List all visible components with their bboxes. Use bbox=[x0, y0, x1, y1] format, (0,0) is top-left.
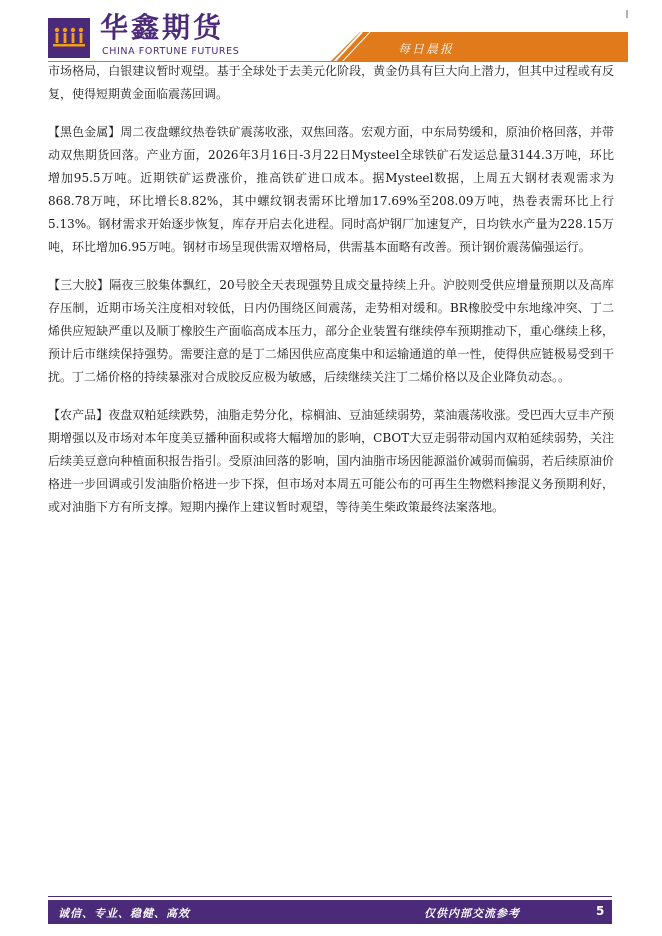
page-number: 5 bbox=[596, 904, 605, 918]
footer-slogan: 诚信、专业、稳健、高效 bbox=[58, 907, 190, 920]
page-footer bbox=[48, 900, 612, 924]
page-header bbox=[0, 0, 662, 64]
footer-notice: 仅供内部交流参考 bbox=[424, 907, 520, 920]
people-logo-icon bbox=[52, 26, 86, 50]
company-logo bbox=[48, 18, 90, 58]
corner-mark bbox=[626, 10, 628, 18]
paragraph-ferrous-metals: 【黑色金属】周二夜盘螺纹热卷铁矿震荡收涨，双焦回落。宏观方面，中东局势缓和，原油价格回落，并带动双焦期货回落。产业方面，2026年3月16日-3月22日Mysteel全球铁矿石发运总量3144.3万吨，环比增加95.5万吨。近期铁矿运费涨价，推高铁矿进口成本。据Mysteel数据，上周五大钢材表观需求为868.78万吨，环比增长8.82%，其中螺纹钢表需环比增加17.69%至208.09万吨，热卷表需环比上行5.13%。钢材需求开始逐步恢复，库存开启去化进程。同时高炉钢厂加速复产，日均铁水产量为228.15万吨，环比增加6.95万吨。钢材市场呈现供需双增格局，供需基本面略有改善。预计钢价震荡偏强运行。 bbox=[48, 125, 614, 254]
paragraph-rubber: 【三大胶】隔夜三胶集体飘红，20号胶全天表现强势且成交量持续上升。沪胶则受供应增量预期以及高库存压制，近期市场关注度相对较低，日内仍围绕区间震荡，走势相对缓和。BR橡胶受中东地缘冲突、丁二烯供应短缺严重以及顺丁橡胶生产面临高成本压力，部分企业装置有继续停车预期推动下，重心继续上移，预计后市继续保持强势。需要注意的是丁二烯因供应高度集中和运输通道的单一性，使得供应链极易受到干扰。丁二烯价格的持续暴涨对合成胶反应极为敏感，后续继续关注丁二烯价格以及企业降负动态。。 bbox=[48, 278, 614, 384]
footer-rule bbox=[48, 896, 612, 897]
brand-name-cn: 华鑫期货 bbox=[100, 11, 225, 44]
report-type-banner bbox=[330, 32, 628, 62]
brand-name-en: CHINA FORTUNE FUTURES bbox=[102, 46, 240, 57]
report-type-label: 每日晨报 bbox=[398, 42, 455, 56]
paragraph-agriculture: 【农产品】夜盘双粕延续跌势，油脂走势分化，棕榈油、豆油延续弱势，菜油震荡收涨。受巴西大豆丰产预期增强以及市场对本年度美豆播种面积或将大幅增加的影响，CBOT大豆走弱带动国内双粕延续弱势，关注后续美豆意向种植面积报告指引。受原油回落的影响，国内油脂市场因能源溢价减弱而偏弱，若后续原油价格进一步回调或引发油脂价格进一步下探，但市场对本周五可能公布的可再生生物燃料掺混义务预期利好，或对油脂下方有所支撑。短期内操作上建议暂时观望，等待美生柴政策最终法案落地。 bbox=[48, 408, 614, 514]
report-body bbox=[48, 60, 614, 534]
paragraph-precious-metals: 市场格局，白银建议暂时观望。基于全球处于去美元化阶段，黄金仍具有巨大向上潜力，但其中过程或有反复，使得短期黄金面临震荡回调。 bbox=[48, 64, 614, 101]
